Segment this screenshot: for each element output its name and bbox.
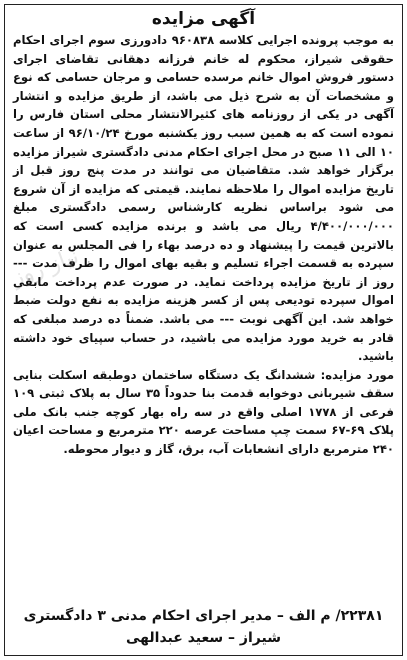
notice-title: آگهی مزایده: [151, 9, 256, 29]
footer-signature-line2: شیراز – سعید عبدالهی: [126, 630, 281, 646]
notice-paragraph-item: مورد مزایده: ششدانگ یک دستگاه ساختمان دوطبقه اسکلت بنایی سقف شیربانی دوخوابه قدمت بنا حدوداً ۳۵ سال به پلاک ثبتی ۱۰۹ فرعی از ۱۷۷۸ اصلی واقع در سه راه بهار کوچه جنب بانک ملی پلاک ۶۹-۶۷ سمت چپ مساحت عرصه ۲۲۰ مترمربع و مساحت اعیان ۲۴۰ مترمربع دارای انشعابات آب، برق، گاز و دیوار محوطه.: [13, 367, 394, 457]
notice-footer: [11, 605, 396, 649]
notice-page: [4, 4, 403, 656]
footer-signature-line1: ۲۲۳۸۱/ م الف – مدیر اجرای احکام مدنی ۳ دادگستری: [23, 608, 384, 624]
watermark: نیاز روز: [8, 243, 83, 292]
notice-body: [13, 31, 394, 459]
notice-paragraph-main: به موجب پرونده اجرایی کلاسه ۹۶۰۸۳۸ دادورزی سوم اجرای احکام حقوقی شیراز، محکوم له خانم فرزانه دهقانی تقاضای اجرای دستور فروش اموال خانم مرسده حسامی و مرجان حسامی که نوع و مشخصات آن به شرح ذیل می باشد، از طریق مزایده و انتشار آگهی در یکی از روزنامه های کثیرالانتشار محلی استان فارس را نموده است که به همین سبب روز یکشنبه مورخ ۹۶/۱۰/۲۴ از ساعت ۱۰ الی ۱۱ صبح در محل اجرای احکام مدنی دادگستری شیراز مزایده برگزار خواهد شد. متقاضیان می توانند در مدت پنج روز قبل از تاریخ مزایده اموال را ملاحظه نمایند. قیمتی که مزایده از آن شروع می شود براساس نظریه کارشناس رسمی دادگستری مبلغ ۴/۴۰۰/۰۰۰/۰۰۰ ریال می باشد و برنده مزایده کسی است که بالاترین قیمت را پیشنهاد و ده درصد بهاء را فی المجلس به عنوان سپرده به قسمت اجراء تسلیم و بقیه بهای اموال را ظرف مدت --- روز از تاریخ مزایده پرداخت نماید. در صورت عدم پرداخت مابقی اموال سپرده تودیعی پس از کسر هزینه مزایده به نفع دولت ضبط خواهد شد. این آگهی نوبت --- می باشد. ضمناً ده درصد مبلغی که قادر به خرید مورد مزایده می باشید، در حساب سپیای خود داشته باشید.: [13, 33, 394, 364]
